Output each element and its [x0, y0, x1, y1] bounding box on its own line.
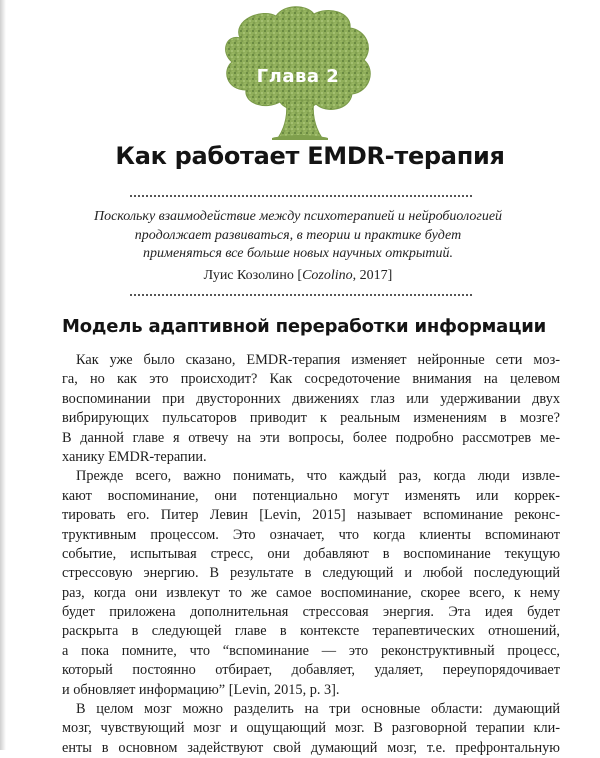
epigraph-line: Поскольку взаимодействие между психотерапией и нейробиологией — [93, 209, 503, 224]
chapter-label: Глава 2 — [256, 66, 340, 87]
attribution-citation: Cozolino — [302, 268, 353, 283]
text-line: а пока помните, что “вспоминание — это реконструктивный процесс, — [62, 642, 560, 659]
text-line: раскрыта в следующей главе в контексте терапевтических отношений, — [62, 623, 560, 640]
dotted-divider-top — [130, 195, 472, 197]
chapter-tree-emblem — [0, 0, 600, 150]
text-line: будет приложена дополнительная стрессовая энергия. Эта идея будет — [62, 604, 560, 621]
epigraph-attribution — [60, 268, 536, 284]
dotted-divider-bottom — [130, 294, 472, 296]
text-line: мозг, чувствующий мозг и ощущающий мозг. В разговорной терапии кли- — [62, 720, 560, 737]
text-line: Прежде всего, важно понимать, что каждый раз, когда люди извле- — [76, 468, 560, 485]
text-line: событие, испытывая стресс, они добавляют в воспоминание текущую — [62, 545, 560, 562]
epigraph-line: применяться все больше новых научных открытий. — [143, 246, 453, 261]
text-line: В данной главе я отвечу на эти вопросы, более подробно рассмотрев ме- — [62, 429, 560, 446]
text-line: раз, когда они извлекут то же самое воспоминание, скорее всего, к нему — [62, 584, 560, 601]
text-line: кают воспоминание, они потенциально могут изменять или коррек- — [62, 487, 560, 504]
epigraph-line: продолжает развиваться, в теории и практике будет — [134, 227, 462, 243]
text-line: тировать его. Питер Левин [Levin, 2015] называет вспоминание реконс- — [62, 507, 560, 524]
text-line: стрессовую энергию. В результате в следующий и любой последующий — [62, 565, 560, 582]
attribution-year: , 2017] — [352, 268, 393, 283]
text-line: который постоянно отбирает, добавляет, удаляет, переупорядочивает — [62, 662, 560, 679]
body-text — [62, 351, 560, 758]
text-line: га, но как это происходит? Как сосредоточение внимания на целевом — [62, 371, 560, 388]
text-line: ханику EMDR-терапии. — [62, 448, 207, 465]
text-line: труктивным процессом. Это означает, что когда клиенты вспоминают — [62, 526, 560, 543]
text-line: воспоминании при двусторонних движениях глаз или удерживании двух — [62, 390, 560, 407]
text-line: Как уже было сказано, EMDR-терапия изменяет нейронные сети моз- — [76, 352, 560, 368]
text-line: енты в основном задействуют свой думающий мозг, т.е. префронтальную — [62, 739, 560, 756]
text-line: вибрирующих пульсаторов приводит к реальным изменениям в мозге? — [62, 410, 560, 427]
text-line: В целом мозг можно разделить на три основные области: думающий — [76, 701, 560, 718]
text-line: и обновляет информацию” [Levin, 2015, p. 3]. — [62, 681, 340, 698]
epigraph — [60, 208, 536, 264]
section-heading: Модель адаптивной переработки информации — [62, 316, 547, 337]
attribution-author: Луис Козолино [ — [203, 268, 303, 283]
chapter-title: Как работает EMDR-терапия — [115, 142, 505, 170]
